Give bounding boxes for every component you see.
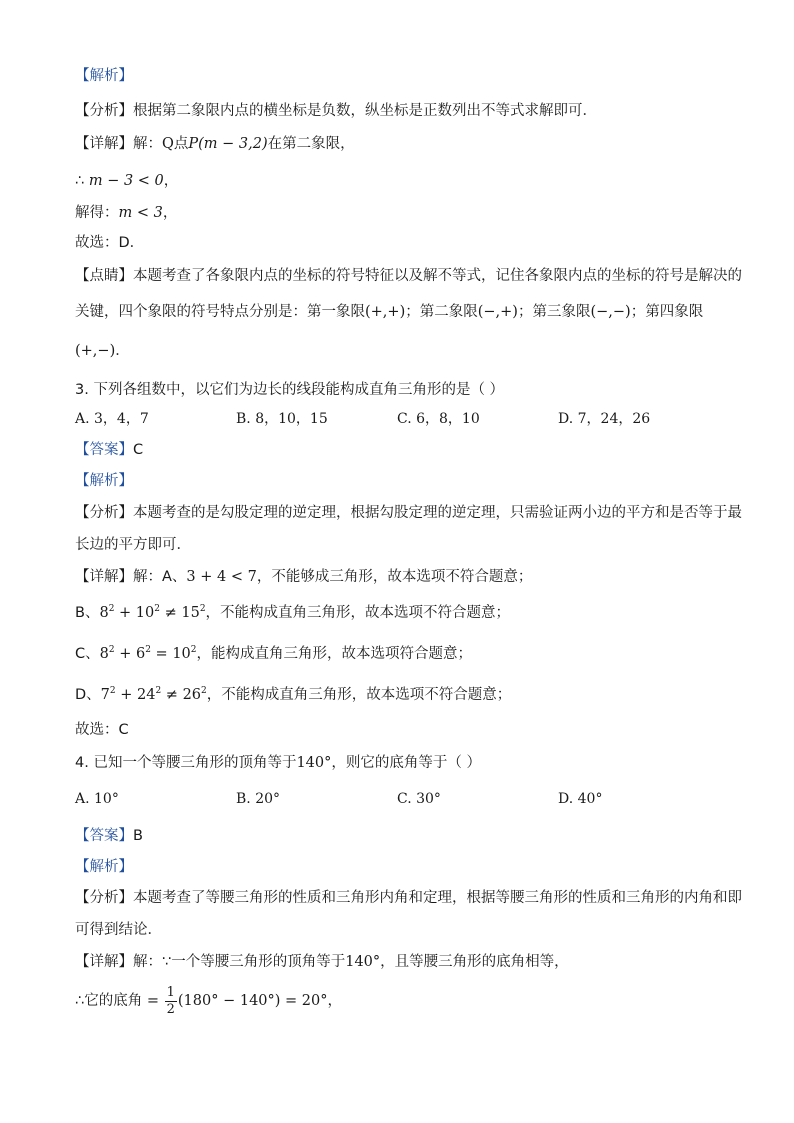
- q3-analysis-line-2: 长边的平方即可．: [75, 537, 191, 553]
- q4-detail-pre: 解：∵一个等腰三角形的顶角等于: [133, 954, 346, 970]
- q3-choice: 故选：C: [75, 722, 129, 738]
- q4-final-eq: =: [142, 993, 164, 1009]
- sign-quadrant-3: (−,−): [590, 304, 631, 320]
- solve-label: 解得：: [75, 205, 119, 221]
- point-text: 点: [173, 136, 189, 152]
- fenxi-text: 本题考查了等腰三角形的性质和三角形内角和定理，根据等腰三角形的性质和三角形的内角和即: [133, 890, 742, 906]
- analysis-heading: 【解析】: [75, 68, 133, 84]
- detail-paragraph: [75, 134, 355, 154]
- fenxi-tag: 【分析】: [75, 505, 133, 521]
- option-b-text: ，不能构成直角三角形，故本选项不符合题意；: [205, 605, 511, 621]
- q4-analysis-line-2: 可得到结论．: [75, 922, 162, 938]
- q3-analysis-line-1: [75, 503, 742, 523]
- option-d-text: ，不能构成直角三角形，故本选项不符合题意；: [206, 687, 512, 703]
- xiangjie-pre: 解：: [133, 136, 162, 152]
- question-3-stem: 3. 下列各组数中，以它们为边长的线段能构成直角三角形的是（ ）: [75, 382, 505, 398]
- fenxi-tag: 【分析】: [75, 890, 133, 906]
- q4-stem-post: ，则它的底角等于（ ）: [331, 755, 481, 771]
- fraction-one-half: $\frac{1}{2}$: [166, 984, 175, 1017]
- answer-value: C: [133, 442, 144, 458]
- q4-option-c: C. 30°: [397, 791, 441, 807]
- q3-analysis-heading: 【解析】: [75, 473, 133, 489]
- q4-option-b: B. 20°: [236, 791, 281, 807]
- comment-suffix: ．: [115, 343, 130, 359]
- question-4-stem: [75, 753, 481, 773]
- q3-detail-d: [75, 685, 511, 705]
- q4-analysis-heading: 【解析】: [75, 859, 133, 875]
- xiangjie-tag: 【详解】: [75, 569, 133, 585]
- q4-detail-post: ，且等腰三角形的底角相等，: [380, 954, 569, 970]
- q4-detail-angle: 140°: [345, 954, 381, 970]
- comment-text-b: ；第二象限: [405, 304, 478, 320]
- comment-line-3: [75, 341, 130, 361]
- because-mark: Q: [162, 136, 174, 152]
- inequality-2-suffix: ，: [162, 205, 178, 221]
- q4-stem-angle: 140°: [296, 755, 332, 771]
- option-d-expression: $7^2 + 24^2 \ne 26^2$: [100, 686, 207, 703]
- q4-stem-pre: 4. 已知一个等腰三角形的顶角等于: [75, 755, 297, 771]
- inequality-1-suffix: ，: [163, 173, 179, 189]
- option-c-expression: $8^2 + 6^2 = 10^2$: [99, 645, 197, 662]
- option-b-label: B、: [75, 605, 100, 621]
- comment-line-2: [75, 302, 703, 322]
- option-a-text: ，不能够成三角形，故本选项不符合题意；: [256, 569, 533, 585]
- q3-answer: [75, 440, 143, 460]
- sign-quadrant-4: (+,−): [75, 343, 116, 359]
- comment-text-d: ；第四象限: [630, 304, 704, 320]
- answer-tag: 【答案】: [75, 828, 133, 844]
- q4-option-a: A. 10°: [75, 791, 119, 807]
- point-suffix: 在第二象限，: [267, 136, 355, 152]
- xiangjie-tag: 【详解】: [75, 136, 133, 152]
- q3-detail-b: [75, 603, 510, 623]
- fenxi-tag: 【分析】: [75, 103, 133, 119]
- comment-line-1: [75, 266, 742, 286]
- answer-value: B: [133, 828, 143, 844]
- option-b-expression: $8^2 + 10^2 \ne 15^2$: [99, 604, 206, 621]
- q4-final-line: [75, 984, 342, 1018]
- q4-option-d: D. 40°: [558, 791, 603, 807]
- fenxi-text: 本题考查的是勾股定理的逆定理，根据勾股定理的逆定理，只需验证两小边的平方和是否等于最: [133, 505, 742, 521]
- comment-text-c: ；第三象限: [517, 304, 591, 320]
- xiangjie-tag: 【详解】: [75, 954, 133, 970]
- solution-line: [75, 203, 177, 223]
- comment-text-a: 关键，四个象限的符号特点分别是：第一象限: [75, 304, 365, 320]
- inequality-line: [75, 171, 178, 191]
- point-expression: P(m − 3,2): [188, 136, 268, 152]
- therefore-mark: ∴: [75, 173, 85, 189]
- q3-option-c: C. 6，8，10: [397, 411, 480, 427]
- dianjing-tag: 【点睛】: [75, 268, 133, 284]
- q3-option-b: B. 8，10，15: [236, 411, 328, 427]
- q4-answer: [75, 826, 143, 846]
- answer-tag: 【答案】: [75, 442, 133, 458]
- q4-final-suffix: ，: [327, 993, 342, 1009]
- q4-final-pre: ∴它的底角: [75, 993, 143, 1009]
- option-a-expression: 3 + 4 < 7: [186, 569, 257, 585]
- sign-quadrant-1: (+,+): [365, 304, 406, 320]
- inequality-2: m < 3: [118, 205, 163, 221]
- option-d-label: D、: [75, 687, 101, 703]
- q4-detail-line: [75, 952, 569, 972]
- q3-option-d: D. 7，24，26: [558, 411, 651, 427]
- sign-quadrant-2: (−,+): [477, 304, 518, 320]
- q3-detail-c: [75, 644, 472, 664]
- option-a-label: 解：A、: [133, 569, 187, 585]
- inequality-1: m − 3 < 0: [88, 173, 164, 189]
- fenxi-text: 根据第二象限内点的横坐标是负数，纵坐标是正数列出不等式求解即可．: [133, 103, 597, 119]
- q4-final-expression: (180° − 140°) = 20°: [177, 993, 328, 1009]
- option-c-label: C、: [75, 646, 100, 662]
- q3-detail-a: [75, 567, 532, 587]
- option-c-text: ，能构成直角三角形，故本选项符合题意；: [196, 646, 472, 662]
- analysis-paragraph: [75, 101, 597, 121]
- q4-analysis-line-1: [75, 888, 742, 908]
- dianjing-line1: 本题考查了各象限内点的坐标的符号特征以及解不等式，记住各象限内点的坐标的符号是解决的: [133, 268, 742, 284]
- choice-line: 故选：D．: [75, 235, 145, 251]
- q3-option-a: A. 3，4，7: [75, 411, 149, 427]
